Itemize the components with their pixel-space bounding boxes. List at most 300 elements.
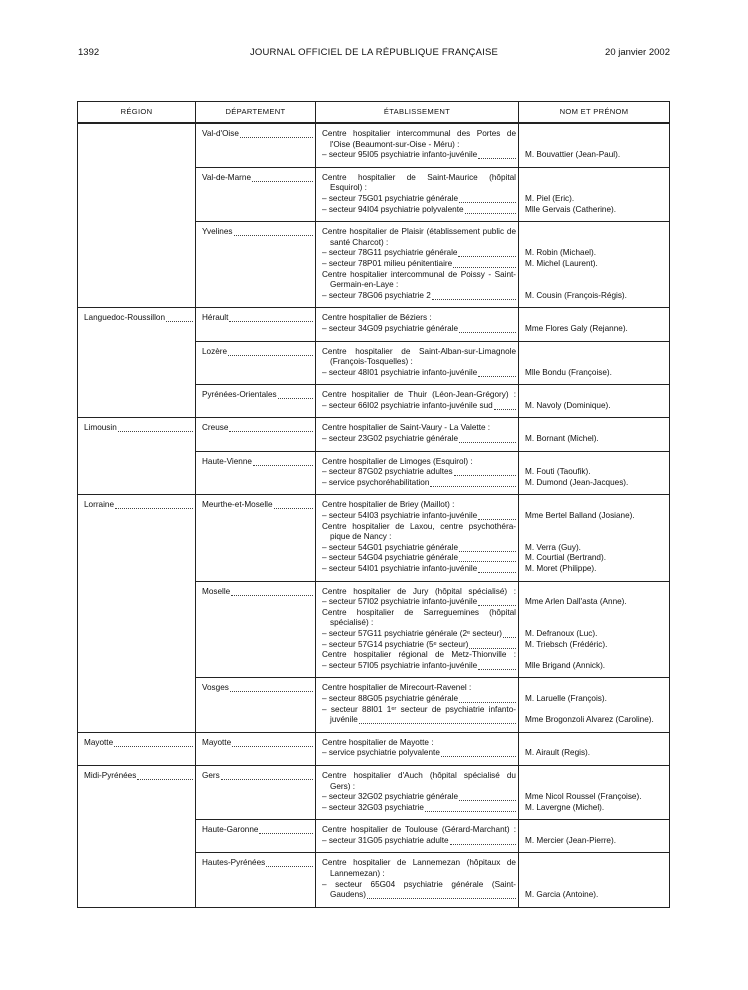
secteur-line-text: – secteur 78G11 psychiatrie générale — [322, 248, 458, 258]
etablissement-cell — [316, 678, 519, 732]
departement-name — [202, 858, 313, 869]
etablissement-line: Centre hospitalier de Saint-Vaury - La Valette : — [322, 423, 491, 433]
region-name — [84, 738, 193, 749]
departement-name-text: Val-de-Marne — [202, 172, 251, 182]
dot-leader — [232, 738, 313, 747]
person-name: M. Fouti (Taoufik). — [525, 467, 591, 477]
blank-line — [525, 238, 667, 249]
person-name: M. Courtial (Bertrand). — [525, 553, 606, 563]
dot-leader — [221, 771, 313, 780]
dot-leader — [494, 401, 516, 410]
etablissement-cell — [316, 222, 519, 308]
departement-name-text: Mayotte — [202, 737, 232, 747]
person-name: Mme Arlen Dall'asta (Anne). — [525, 597, 627, 607]
secteur-line — [322, 401, 516, 412]
dot-leader — [454, 467, 516, 476]
departement-name — [202, 313, 313, 324]
secteur-line-text: – secteur 54I01 psychiatrie infanto-juvénile — [322, 564, 478, 573]
departement-cell — [196, 222, 316, 308]
departement-name-text: Gers — [202, 770, 220, 780]
dot-leader — [459, 553, 516, 562]
person-name: Mme Bertel Balland (Josiane). — [525, 511, 635, 521]
table-row — [78, 581, 670, 678]
person-name: M. Bornant (Michel). — [525, 434, 599, 444]
blank-line — [525, 738, 667, 749]
dot-leader — [166, 313, 193, 322]
region-cell — [78, 495, 196, 581]
region-cell — [78, 418, 196, 451]
region-cell — [78, 581, 196, 678]
dot-leader — [252, 173, 313, 182]
secteur-line — [322, 478, 516, 489]
person-name: M. Robin (Michael). — [525, 248, 596, 258]
etablissement-line: Centre hospitalier régional de Metz-Thionville : — [322, 650, 516, 660]
secteur-line — [322, 194, 516, 205]
blank-line — [525, 270, 667, 281]
departement-name-text: Haute-Garonne — [202, 825, 259, 835]
person-name: M. Triebsch (Frédéric). — [525, 639, 608, 649]
etablissement-line: Esquirol) : — [330, 183, 367, 193]
secteur-line — [322, 543, 516, 554]
person-name: Mlle Brigand (Annick). — [525, 660, 606, 670]
column-header-nom-prenom: NOM ET PRÉNOM — [519, 102, 670, 124]
dot-leader — [478, 597, 516, 606]
dot-leader — [459, 543, 516, 552]
secteur-line-text: – secteur 54G01 psychiatrie générale — [322, 542, 459, 552]
etablissement-line: Centre hospitalier de Laxou, centre psychothéra- — [322, 521, 516, 531]
departement-cell — [196, 123, 316, 167]
table-row — [78, 222, 670, 308]
etablissement-line: Centre hospitalier de Toulouse (Gérard-Marchant) : — [322, 825, 516, 835]
secteur-line — [322, 836, 516, 847]
departement-name-text: Creuse — [202, 423, 229, 433]
blank-line — [525, 532, 667, 543]
secteur-line — [322, 803, 516, 814]
secteur-line-text: – secteur 66I02 psychiatrie infanto-juvénile sud — [322, 400, 493, 410]
departement-name — [202, 173, 313, 184]
secteur-line-text: – secteur 57I02 psychiatrie infanto-juvénile — [322, 597, 478, 607]
secteur-line — [322, 553, 516, 564]
nom-cell — [519, 385, 670, 418]
dot-leader — [459, 194, 516, 203]
region-name — [84, 423, 193, 434]
dot-leader — [441, 748, 516, 757]
etablissement-line: Centre hospitalier de Limoges (Esquirol) : — [322, 456, 473, 466]
nom-cell — [519, 451, 670, 495]
person-name: Mlle Bondu (Françoise). — [525, 367, 612, 377]
publication-date: 20 janvier 2002 — [605, 47, 670, 58]
dot-leader — [118, 423, 193, 432]
dot-leader — [478, 564, 516, 573]
table-row — [78, 853, 670, 907]
secteur-line — [322, 564, 516, 575]
nom-cell — [519, 222, 670, 308]
dot-leader — [458, 248, 516, 257]
secteur-line-text: – secteur 23G02 psychiatrie générale — [322, 434, 459, 444]
region-cell — [78, 167, 196, 221]
blank-line — [525, 390, 667, 401]
table-row — [78, 732, 670, 765]
departement-name — [202, 129, 313, 140]
departement-name-text: Yvelines — [202, 227, 233, 237]
blank-line — [525, 880, 667, 891]
dot-leader — [240, 129, 313, 138]
secteur-line-text: – secteur 75G01 psychiatrie générale — [322, 193, 459, 203]
etablissement-line: – secteur 65G04 psychiatrie générale (Saint- — [322, 879, 516, 889]
departement-cell — [196, 418, 316, 451]
departement-name — [202, 227, 313, 238]
secteur-line-text: – secteur 31G05 psychiatrie adulte — [322, 835, 449, 845]
dot-leader — [430, 478, 516, 487]
blank-line — [525, 618, 667, 629]
nom-cell — [519, 678, 670, 732]
departement-cell — [196, 385, 316, 418]
nom-cell — [519, 418, 670, 451]
secteur-line — [322, 629, 516, 640]
region-cell — [78, 678, 196, 732]
person-name: M. Mercier (Jean-Pierre). — [525, 835, 616, 845]
secteur-line — [322, 748, 516, 759]
departement-name-text: Moselle — [202, 586, 231, 596]
blank-line — [525, 858, 667, 869]
column-header-departement: DÉPARTEMENT — [196, 102, 316, 124]
secteur-line — [322, 368, 516, 379]
departement-cell — [196, 581, 316, 678]
blank-line — [525, 129, 667, 140]
dot-leader — [478, 511, 516, 520]
nom-cell — [519, 123, 670, 167]
table-row — [78, 167, 670, 221]
nom-cell — [519, 765, 670, 819]
secteur-line — [322, 205, 516, 216]
etablissement-line: Centre hospitalier intercommunal des Portes de — [322, 129, 516, 138]
table-row — [78, 308, 670, 341]
dot-leader — [253, 457, 313, 466]
etablissement-line: spécialisé) : — [330, 618, 374, 628]
dot-leader — [114, 738, 193, 747]
dot-leader — [367, 890, 516, 899]
dot-leader — [137, 771, 193, 780]
page-number: 1392 — [78, 47, 100, 58]
dot-leader — [229, 423, 313, 432]
person-name: M. Navoly (Dominique). — [525, 400, 611, 410]
dot-leader — [503, 629, 516, 638]
departement-name-text: Haute-Vienne — [202, 456, 252, 466]
nom-cell — [519, 820, 670, 853]
dot-leader — [278, 390, 313, 399]
dot-leader — [234, 227, 314, 236]
secteur-line — [322, 715, 516, 726]
table-row — [78, 123, 670, 167]
blank-line — [525, 683, 667, 694]
dot-leader — [425, 803, 516, 812]
blank-line — [525, 140, 667, 151]
etablissement-line: Lannemezan) : — [330, 869, 385, 879]
etablissement-line: Germain-en-Laye : — [330, 280, 399, 290]
dot-leader — [266, 858, 313, 867]
region-name-text: Languedoc-Roussillon — [84, 313, 166, 323]
secteur-line — [322, 248, 516, 259]
dot-leader — [432, 291, 516, 300]
departement-cell — [196, 678, 316, 732]
table-body — [78, 123, 670, 907]
nom-cell — [519, 853, 670, 907]
table-row — [78, 385, 670, 418]
etablissement-cell — [316, 308, 519, 341]
person-name: Mlle Gervais (Catherine). — [525, 204, 616, 214]
column-header-etablissement: ÉTABLISSEMENT — [316, 102, 519, 124]
person-name: M. Dumond (Jean-Jacques). — [525, 477, 629, 487]
secteur-line — [322, 597, 516, 608]
departement-cell — [196, 167, 316, 221]
nom-cell — [519, 495, 670, 581]
person-name: Mme Flores Galy (Rejanne). — [525, 323, 628, 333]
secteur-line-text: – secteur 94I04 psychiatrie polyvalente — [322, 204, 464, 214]
etablissement-line: Centre hospitalier de Lannemezan (hôpitaux de — [322, 858, 516, 868]
etablissement-line: santé Charcot) : — [330, 237, 389, 247]
nom-cell — [519, 308, 670, 341]
appointments-table — [77, 101, 670, 908]
table-row — [78, 418, 670, 451]
person-name: M. Garcia (Antoine). — [525, 890, 599, 900]
secteur-line-text: Gaudens) — [330, 890, 366, 900]
table-row — [78, 820, 670, 853]
blank-line — [525, 705, 667, 716]
departement-name-text: Pyrénées-Orientales — [202, 390, 277, 400]
person-name: M. Moret (Philippe). — [525, 564, 597, 573]
dot-leader — [274, 500, 313, 509]
person-name: M. Verra (Guy). — [525, 542, 581, 552]
person-name: Mme Brogonzoli Alvarez (Caroline). — [525, 715, 654, 725]
secteur-line-text: juvénile — [330, 715, 358, 725]
secteur-line — [322, 792, 516, 803]
etablissement-line: Centre hospitalier de Jury (hôpital spécialisé) : — [322, 586, 516, 596]
blank-line — [525, 457, 667, 468]
dot-leader — [229, 313, 313, 322]
etablissement-line: Centre hospitalier de Plaisir (établissement public de — [322, 227, 516, 237]
etablissement-line: Centre hospitalier de Thuir (Léon-Jean-Grégory) : — [322, 390, 516, 400]
blank-line — [525, 313, 667, 324]
departement-name — [202, 683, 313, 694]
secteur-line-text: – secteur 78G06 psychiatrie 2 — [322, 290, 431, 300]
blank-line — [525, 173, 667, 184]
etablissement-cell — [316, 732, 519, 765]
departement-name — [202, 457, 313, 468]
dot-leader — [465, 205, 516, 214]
dot-leader — [459, 694, 516, 703]
departement-cell — [196, 495, 316, 581]
secteur-line — [322, 291, 516, 302]
dot-leader — [478, 150, 516, 159]
blank-line — [525, 522, 667, 533]
secteur-line — [322, 324, 516, 335]
table-header-row — [78, 102, 670, 124]
blank-line — [525, 347, 667, 358]
dot-leader — [478, 661, 516, 670]
region-name — [84, 313, 193, 324]
departement-name-text: Meurthe-et-Moselle — [202, 500, 273, 510]
nom-cell — [519, 732, 670, 765]
blank-line — [525, 357, 667, 368]
secteur-line — [322, 640, 516, 651]
departement-cell — [196, 341, 316, 385]
region-cell — [78, 222, 196, 308]
secteur-line — [322, 890, 516, 901]
region-cell — [78, 308, 196, 341]
secteur-line-text: – secteur 57I05 psychiatrie infanto-juvénile — [322, 660, 478, 670]
dot-leader — [459, 324, 516, 333]
blank-line — [525, 825, 667, 836]
secteur-line — [322, 467, 516, 478]
region-name-text: Mayotte — [84, 737, 114, 747]
departement-name — [202, 500, 313, 511]
dot-leader — [228, 347, 313, 356]
departement-name-text: Vosges — [202, 683, 229, 693]
departement-name — [202, 825, 313, 836]
secteur-line-text: – service psychiatrie polyvalente — [322, 748, 440, 758]
blank-line — [525, 183, 667, 194]
person-name: M. Laruelle (François). — [525, 693, 607, 703]
etablissement-line: Centre hospitalier de Mirecourt-Ravenel : — [322, 683, 472, 693]
departement-name — [202, 738, 313, 749]
region-name-text: Lorraine — [84, 500, 115, 510]
secteur-line-text: – secteur 88G05 psychiatrie générale — [322, 693, 459, 703]
etablissement-line: Centre hospitalier de Saint-Alban-sur-Limagnole — [322, 346, 516, 356]
etablissement-line: l'Oise (Beaumont-sur-Oise - Méru) : — [330, 139, 460, 149]
table-row — [78, 678, 670, 732]
etablissement-cell — [316, 123, 519, 167]
dot-leader — [115, 500, 193, 509]
departement-cell — [196, 765, 316, 819]
person-name: M. Defranoux (Luc). — [525, 628, 598, 638]
etablissement-line: Centre hospitalier de Briey (Maillot) : — [322, 500, 455, 510]
dot-leader — [450, 836, 516, 845]
region-cell — [78, 732, 196, 765]
blank-line — [525, 587, 667, 598]
etablissement-cell — [316, 451, 519, 495]
blank-line — [525, 608, 667, 619]
departement-name — [202, 423, 313, 434]
secteur-line — [322, 694, 516, 705]
secteur-line-text: – secteur 95I05 psychiatrie infanto-juvénile — [322, 150, 478, 160]
departement-name-text: Hérault — [202, 313, 229, 323]
dot-leader — [469, 640, 516, 649]
etablissement-line: Centre hospitalier d'Auch (hôpital spécialisé du — [322, 770, 516, 780]
nom-cell — [519, 341, 670, 385]
region-cell — [78, 385, 196, 418]
secteur-line-text: – service psychoréhabilitation — [322, 477, 430, 487]
etablissement-cell — [316, 167, 519, 221]
secteur-line — [322, 434, 516, 445]
table-row — [78, 341, 670, 385]
etablissement-line: – secteur 88I01 1ᵉʳ secteur de psychiatrie infanto- — [322, 704, 516, 714]
region-name — [84, 500, 193, 511]
table-row — [78, 765, 670, 819]
etablissement-line: Gers) : — [330, 781, 356, 791]
departement-cell — [196, 853, 316, 907]
etablissement-line: (François-Tosquelles) : — [330, 357, 413, 367]
dot-leader — [453, 259, 516, 268]
person-name: M. Cousin (François-Régis). — [525, 290, 627, 300]
dot-leader — [359, 715, 516, 724]
departement-name-text: Lozère — [202, 346, 228, 356]
etablissement-cell — [316, 341, 519, 385]
table-row — [78, 495, 670, 581]
blank-line — [525, 782, 667, 793]
secteur-line-text: – secteur 48I01 psychiatrie infanto-juvénile — [322, 367, 478, 377]
dot-leader — [459, 434, 516, 443]
region-name-text: Limousin — [84, 423, 117, 433]
region-name-text: Midi-Pyrénées — [84, 770, 137, 780]
person-name: M. Piel (Eric). — [525, 193, 575, 203]
etablissement-line: Centre hospitalier de Sarreguemines (hôpital — [322, 607, 516, 617]
departement-name — [202, 347, 313, 358]
blank-line — [525, 771, 667, 782]
secteur-line-text: – secteur 54G04 psychiatrie générale — [322, 553, 459, 563]
dot-leader — [231, 587, 313, 596]
secteur-line — [322, 150, 516, 161]
person-name: M. Lavergne (Michel). — [525, 802, 605, 812]
departement-name — [202, 390, 313, 401]
dot-leader — [230, 683, 313, 692]
etablissement-line: Centre hospitalier de Saint-Maurice (hôpital — [322, 172, 516, 182]
region-cell — [78, 341, 196, 385]
blank-line — [525, 650, 667, 661]
etablissement-cell — [316, 765, 519, 819]
departement-cell — [196, 820, 316, 853]
secteur-line-text: – secteur 78P01 milieu pénitentiaire — [322, 258, 453, 268]
region-cell — [78, 820, 196, 853]
person-name: M. Michel (Laurent). — [525, 258, 598, 268]
etablissement-line: Centre hospitalier de Béziers : — [322, 313, 432, 323]
region-cell — [78, 853, 196, 907]
etablissement-line: Centre hospitalier de Mayotte : — [322, 737, 434, 747]
blank-line — [525, 227, 667, 238]
nom-cell — [519, 167, 670, 221]
secteur-line — [322, 259, 516, 270]
region-cell — [78, 123, 196, 167]
departement-name-text: Hautes-Pyrénées — [202, 858, 266, 868]
departement-name — [202, 587, 313, 598]
secteur-line-text: – secteur 34G09 psychiatrie générale — [322, 323, 459, 333]
nom-cell — [519, 581, 670, 678]
secteur-line-text: – secteur 54I03 psychiatrie infanto-juvénile — [322, 511, 478, 521]
blank-line — [525, 500, 667, 511]
departement-cell — [196, 308, 316, 341]
blank-line — [525, 280, 667, 291]
secteur-line-text: – secteur 87G02 psychiatrie adultes — [322, 467, 453, 477]
person-name: M. Bouvattier (Jean-Paul). — [525, 150, 621, 160]
region-name — [84, 771, 193, 782]
etablissement-cell — [316, 581, 519, 678]
etablissement-cell — [316, 820, 519, 853]
column-header-region: RÉGION — [78, 102, 196, 124]
etablissement-cell — [316, 418, 519, 451]
person-name: Mme Nicol Roussel (Françoise). — [525, 792, 642, 802]
etablissement-cell — [316, 385, 519, 418]
departement-cell — [196, 451, 316, 495]
blank-line — [525, 869, 667, 880]
etablissement-cell — [316, 495, 519, 581]
dot-leader — [259, 825, 313, 834]
table-row — [78, 451, 670, 495]
region-cell — [78, 765, 196, 819]
etablissement-cell — [316, 853, 519, 907]
departement-name-text: Val-d'Oise — [202, 129, 239, 138]
etablissement-line: pique de Nancy : — [330, 532, 392, 542]
blank-line — [525, 423, 667, 434]
person-name: M. Airault (Regis). — [525, 748, 591, 758]
